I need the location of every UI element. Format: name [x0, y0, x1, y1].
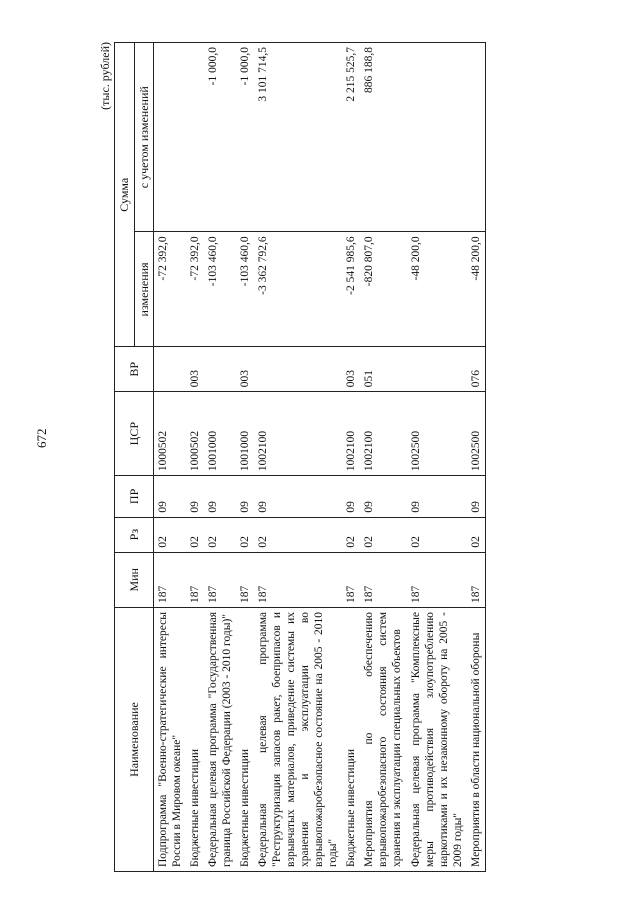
- row-csr: 1002100: [254, 392, 342, 476]
- row-pr: 09: [154, 476, 187, 518]
- header-sum: Сумма: [115, 43, 135, 347]
- row-pr: 09: [407, 476, 467, 518]
- row-min: 187: [236, 552, 254, 607]
- row-total: 886 188,8: [360, 43, 406, 232]
- row-rz: 02: [407, 517, 467, 552]
- row-vr: 076: [467, 347, 486, 392]
- row-total: [467, 43, 486, 232]
- row-min: 187: [360, 552, 406, 607]
- row-total: [407, 43, 467, 232]
- row-rz: 02: [154, 517, 187, 552]
- row-total: -1 000,0: [236, 43, 254, 232]
- row-total: 2 215 525,7: [342, 43, 360, 232]
- row-name: Бюджетные инвестиции: [186, 608, 204, 872]
- header-min: Мин: [115, 552, 154, 607]
- row-rz: 02: [254, 517, 342, 552]
- table-row: [342, 43, 360, 872]
- row-vr: [154, 347, 187, 392]
- row-change: -72 392,0: [186, 232, 204, 347]
- table-row: [204, 43, 236, 872]
- row-name: Мероприятия по обеспечению взрывопожаробезопасного состояния систем хранения и эксплуатации специальных объектов: [360, 608, 406, 872]
- row-rz: 02: [236, 517, 254, 552]
- row-min: 187: [342, 552, 360, 607]
- row-vr: 051: [360, 347, 406, 392]
- row-change: -103 460,0: [204, 232, 236, 347]
- row-change: -103 460,0: [236, 232, 254, 347]
- header-rz: Рз: [115, 517, 154, 552]
- row-pr: 09: [204, 476, 236, 518]
- row-change: -72 392,0: [154, 232, 187, 347]
- row-vr: 003: [342, 347, 360, 392]
- row-rz: 02: [467, 517, 486, 552]
- header-name: Наименование: [115, 608, 154, 872]
- row-rz: 02: [186, 517, 204, 552]
- row-total: [154, 43, 187, 232]
- row-csr: 1001000: [236, 392, 254, 476]
- row-min: 187: [407, 552, 467, 607]
- row-change: -820 807,0: [360, 232, 406, 347]
- row-total: 3 101 714,5: [254, 43, 342, 232]
- row-csr: 1000502: [154, 392, 187, 476]
- row-csr: 1002100: [342, 392, 360, 476]
- row-pr: 09: [467, 476, 486, 518]
- row-total: -1 000,0: [204, 43, 236, 232]
- row-csr: 1002100: [360, 392, 406, 476]
- row-min: 187: [467, 552, 486, 607]
- row-min: 187: [204, 552, 236, 607]
- row-change: -48 200,0: [407, 232, 467, 347]
- row-csr: 1002500: [407, 392, 467, 476]
- units-label: (тыс. рублей): [98, 42, 112, 110]
- row-pr: 09: [342, 476, 360, 518]
- row-vr: 003: [236, 347, 254, 392]
- table-row: [467, 43, 486, 872]
- row-csr: 1001000: [204, 392, 236, 476]
- row-rz: 02: [204, 517, 236, 552]
- row-name: Федеральная целевая программа "Реструктуризация запасов ракет, боеприпасов и взрывчатых материалов, приведение системы их хранения и эксплуатации во взрывопожаробезопасное состояние на 2005 - 2010 годы": [254, 608, 342, 872]
- row-vr: [204, 347, 236, 392]
- row-csr: 1002500: [467, 392, 486, 476]
- table-row: [360, 43, 406, 872]
- rotated-table-area: [98, 42, 568, 872]
- row-change: -2 541 985,6: [342, 232, 360, 347]
- row-min: 187: [186, 552, 204, 607]
- row-change: -3 362 792,6: [254, 232, 342, 347]
- row-name: Федеральная целевая программа "Государственная граница Российской Федерации (2003 - 2010 годы)": [204, 608, 236, 872]
- row-vr: [254, 347, 342, 392]
- row-name: Федеральная целевая программа "Комплексные меры противодействия злоупотреблению наркотиками и их незаконному обороту на 2005 - 2009 годы": [407, 608, 467, 872]
- row-min: 187: [154, 552, 187, 607]
- table-row: [254, 43, 342, 872]
- row-pr: 09: [186, 476, 204, 518]
- row-pr: 09: [254, 476, 342, 518]
- row-csr: 1000502: [186, 392, 204, 476]
- table-row: [407, 43, 467, 872]
- page-number: 672: [34, 428, 49, 448]
- row-rz: 02: [360, 517, 406, 552]
- row-name: Бюджетные инвестиции: [342, 608, 360, 872]
- header-vr: ВР: [115, 347, 154, 392]
- row-name: Бюджетные инвестиции: [236, 608, 254, 872]
- row-min: 187: [254, 552, 342, 607]
- table-row: [236, 43, 254, 872]
- row-name: Подпрограмма "Военно-стратегические интересы России в Мировом океане": [154, 608, 187, 872]
- row-rz: 02: [342, 517, 360, 552]
- row-change: -48 200,0: [467, 232, 486, 347]
- table-row: [154, 43, 187, 872]
- header-with-changes: с учетом изменений: [134, 43, 154, 232]
- header-csr: ЦСР: [115, 392, 154, 476]
- row-vr: [407, 347, 467, 392]
- budget-table: [114, 42, 486, 872]
- table-row: [186, 43, 204, 872]
- header-pr: ПР: [115, 476, 154, 518]
- header-change: изменения: [134, 232, 154, 347]
- row-pr: 09: [360, 476, 406, 518]
- row-pr: 09: [236, 476, 254, 518]
- row-total: [186, 43, 204, 232]
- row-vr: 003: [186, 347, 204, 392]
- row-name: Мероприятия в области национальной обороны: [467, 608, 486, 872]
